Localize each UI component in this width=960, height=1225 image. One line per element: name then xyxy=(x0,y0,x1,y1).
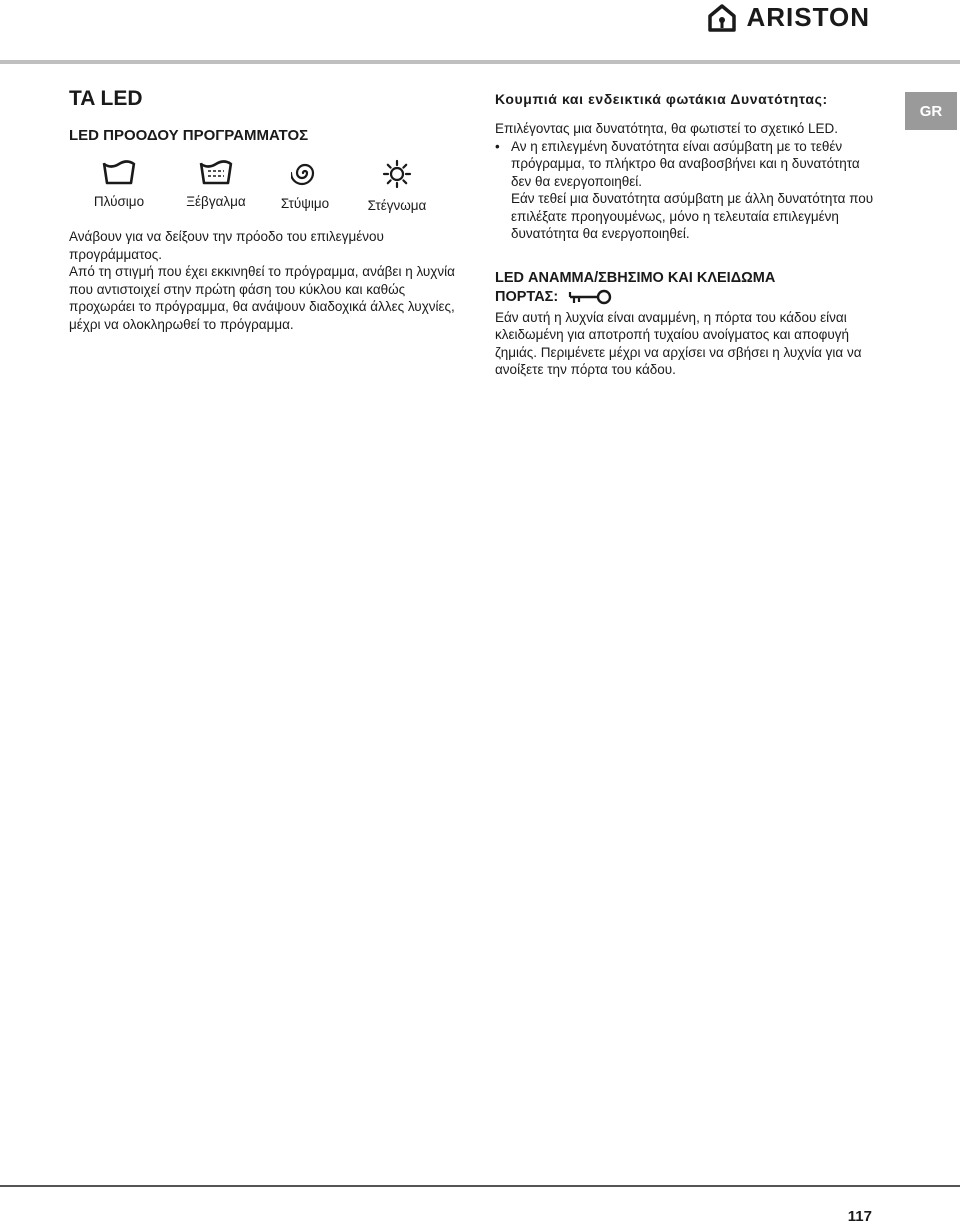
wash-icon xyxy=(101,159,137,185)
led-icon-row xyxy=(69,159,474,219)
options-heading: Κουμπιά και ενδεικτικά φωτάκια Δυνατότητας: xyxy=(495,91,828,107)
language-tab: GR xyxy=(905,92,957,130)
led-spin xyxy=(274,159,336,212)
right-column xyxy=(495,90,880,379)
door-heading-line2: ΠΟΡΤΑΣ: xyxy=(495,288,559,305)
header-rule xyxy=(0,60,960,64)
spin-icon xyxy=(291,159,319,187)
dry-icon xyxy=(382,159,412,189)
led-dry-label: Στέγνωμα xyxy=(367,198,427,213)
led-spin-label: Στύψιμο xyxy=(280,196,330,211)
options-bullet-text: Αν η επιλεγμένη δυνατότητα είναι ασύμβατη με το τεθέν πρόγραμμα, το πλήκτρο θα αναβοσβήνει και η δυνατότητα δεν θα ενεργοποιηθεί. xyxy=(511,138,860,189)
page-number: 117 xyxy=(847,1208,872,1225)
page-header xyxy=(0,0,960,64)
led-dry xyxy=(359,159,435,214)
led-rinse xyxy=(183,159,249,210)
options-bullet-continuation: Εάν τεθεί μια δυνατότητα ασύμβατη με άλλη δυνατότητα που επιλέξατε προηγουμένως, μόνο η τελευταία επιλεγμένη δυνατότητα θα ενεργοποιηθεί. xyxy=(511,191,874,241)
door-heading-line1: LED ΑΝΑΜΜΑ/ΣΒΗΣΙΜΟ ΚΑΙ ΚΛΕΙΔΩΜΑ xyxy=(495,269,776,286)
section-title: TA LED xyxy=(69,87,143,110)
footer-rule xyxy=(0,1185,960,1187)
options-intro: Επιλέγοντας μια δυνατότητα, θα φωτιστεί το σχετικό LED. xyxy=(495,121,838,136)
brand-logo xyxy=(708,2,870,33)
brand-name: ARISTON xyxy=(746,2,870,32)
progress-paragraph-2: Από τη στιγμή που έχει εκκινηθεί το πρόγραμμα, ανάβει η λυχνία που αντιστοιχεί στην πρώτη φάση του κύκλου και καθώς προχωράει το πρόγραμμα, θα ανάψουν διαδοχικά άλλες λυχνίες, μέχρι να ολοκληρωθεί το πρόγραμμα. xyxy=(69,264,455,332)
left-column xyxy=(69,86,474,333)
led-wash-label: Πλύσιμο xyxy=(93,194,145,209)
door-heading xyxy=(495,269,880,307)
led-wash xyxy=(91,159,147,210)
options-bullet xyxy=(495,138,880,191)
door-paragraph: Εάν αυτή η λυχνία είναι αναμμένη, η πόρτα του κάδου είναι κλειδωμένη για αποτροπή τυχαίου ανοίγματος και αποφυγή ζημιάς. Περιμένετε μέχρι να αρχίσει να σβήσει η λυχνία για να ανοίξετε την πόρτα του κάδου. xyxy=(495,309,862,377)
key-icon xyxy=(568,289,612,305)
ariston-house-logo-icon xyxy=(708,4,736,32)
progress-heading: LED ΠΡΟΟΔΟΥ ΠΡΟΓΡΑΜΜΑΤΟΣ xyxy=(69,127,309,144)
bullet-mark: • xyxy=(495,138,500,154)
led-rinse-label: Ξέβγαλμα xyxy=(186,194,246,209)
rinse-icon xyxy=(198,159,234,185)
progress-paragraph-1: Ανάβουν για να δείξουν την πρόοδο του επιλεγμένου προγράμματος. xyxy=(69,229,384,262)
